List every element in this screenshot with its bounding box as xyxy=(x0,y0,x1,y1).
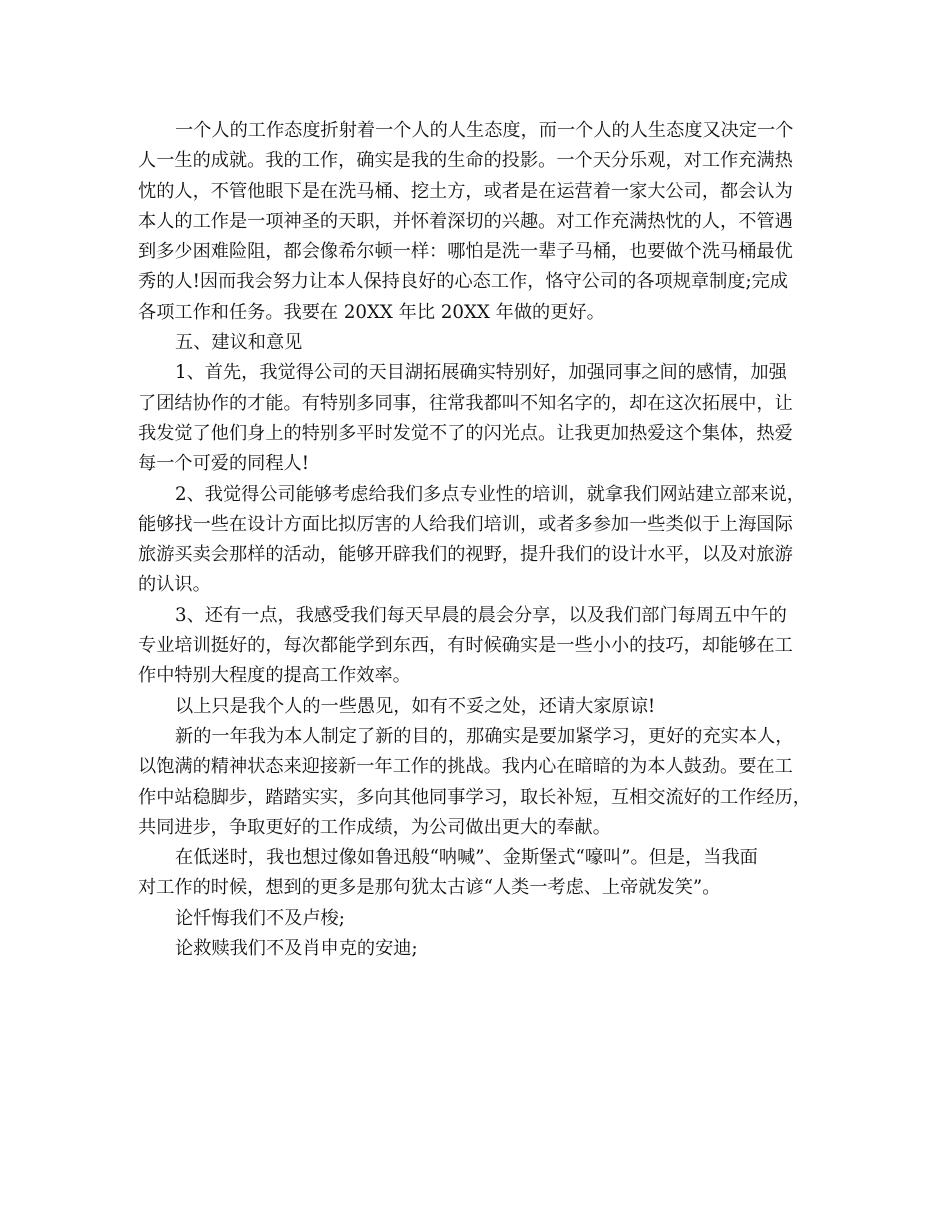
text-line: 五、建议和意见 xyxy=(175,332,303,354)
text-line: 到多少困难险阻，都会像希尔顿一样：哪怕是洗一辈子马桶，也要做个洗马桶最优 xyxy=(138,241,793,263)
text-line: 作中特别大程度的提高工作效率。 xyxy=(138,665,411,687)
text-line: 忱的人，不管他眼下是在洗马桶、挖土方，或者是在运营着一家大公司，都会认为 xyxy=(138,180,793,202)
text-line: 一个人的工作态度折射着一个人的人生态度，而一个人的人生态度又决定一个 xyxy=(175,120,794,141)
text-line: 3、还有一点，我感受我们每天早晨的晨会分享，以及我们部门每周五中午的 xyxy=(175,604,787,626)
text-line: 能够找一些在设计方面比拟厉害的人给我们培训，或者多参加一些类似于上海国际 xyxy=(138,513,793,535)
text-line: 以饱满的精神状态来迎接新一年工作的挑战。我内心在暗暗的为本人鼓劲。要在工 xyxy=(138,756,793,778)
text-line: 的认识。 xyxy=(138,574,211,596)
text-line: 对工作的时候，想到的更多是那句犹太古谚“人类一考虑、上帝就发笑”。 xyxy=(138,877,721,899)
text-line: 以上只是我个人的一些愚见，如有不妥之处，还请大家原谅! xyxy=(175,695,656,717)
text-line: 我发觉了他们身上的特别多平时发觉不了的闪光点。让我更加热爱这个集体，热爱 xyxy=(138,422,793,444)
text-line: 旅游买卖会那样的活动，能够开辟我们的视野，提升我们的设计水平，以及对旅游 xyxy=(138,544,793,566)
text-line: 2、我觉得公司能够考虑给我们多点专业性的培训，就拿我们网站建立部来说， xyxy=(175,483,805,505)
text-line: 各项工作和任务。我要在 20XX 年比 20XX 年做的更好。 xyxy=(138,301,605,323)
document-body xyxy=(138,116,818,964)
text-line: 论忏悔我们不及卢梭; xyxy=(175,907,345,929)
text-line: 每一个可爱的同程人! xyxy=(138,453,309,475)
text-line: 论救赎我们不及肖申克的安迪; xyxy=(175,938,418,960)
text-line: 专业培训挺好的，每次都能学到东西，有时候确实是一些小小的技巧，却能够在工 xyxy=(138,635,793,657)
text-line: 新的一年我为本人制定了新的目的，那确实是要加紧学习，更好的充实本人， xyxy=(175,725,794,747)
text-line: 了团结协作的才能。有特别多同事，往常我都叫不知名字的，却在这次拓展中，让 xyxy=(138,392,793,414)
text-line: 共同进步，争取更好的工作成绩，为公司做出更大的奉献。 xyxy=(138,816,611,838)
text-line: 秀的人!因而我会努力让本人保持良好的心态工作，恪守公司的各项规章制度;完成 xyxy=(138,271,788,293)
text-line: 在低迷时，我也想过像如鲁迅般“呐喊”、金斯堡式“嚎叫”。但是，当我面 xyxy=(175,847,758,869)
text-line: 人一生的成就。我的工作，确实是我的生命的投影。一个天分乐观，对工作充满热 xyxy=(138,150,793,172)
text-line: 1、首先，我觉得公司的天目湖拓展确实特别好，加强同事之间的感情，加强 xyxy=(175,362,787,384)
text-line: 本人的工作是一项神圣的天职，并怀着深切的兴趣。对工作充满热忱的人，不管遇 xyxy=(138,210,793,232)
text-line: 作中站稳脚步，踏踏实实，多向其他同事学习，取长补短，互相交流好的工作经历， xyxy=(138,786,811,808)
